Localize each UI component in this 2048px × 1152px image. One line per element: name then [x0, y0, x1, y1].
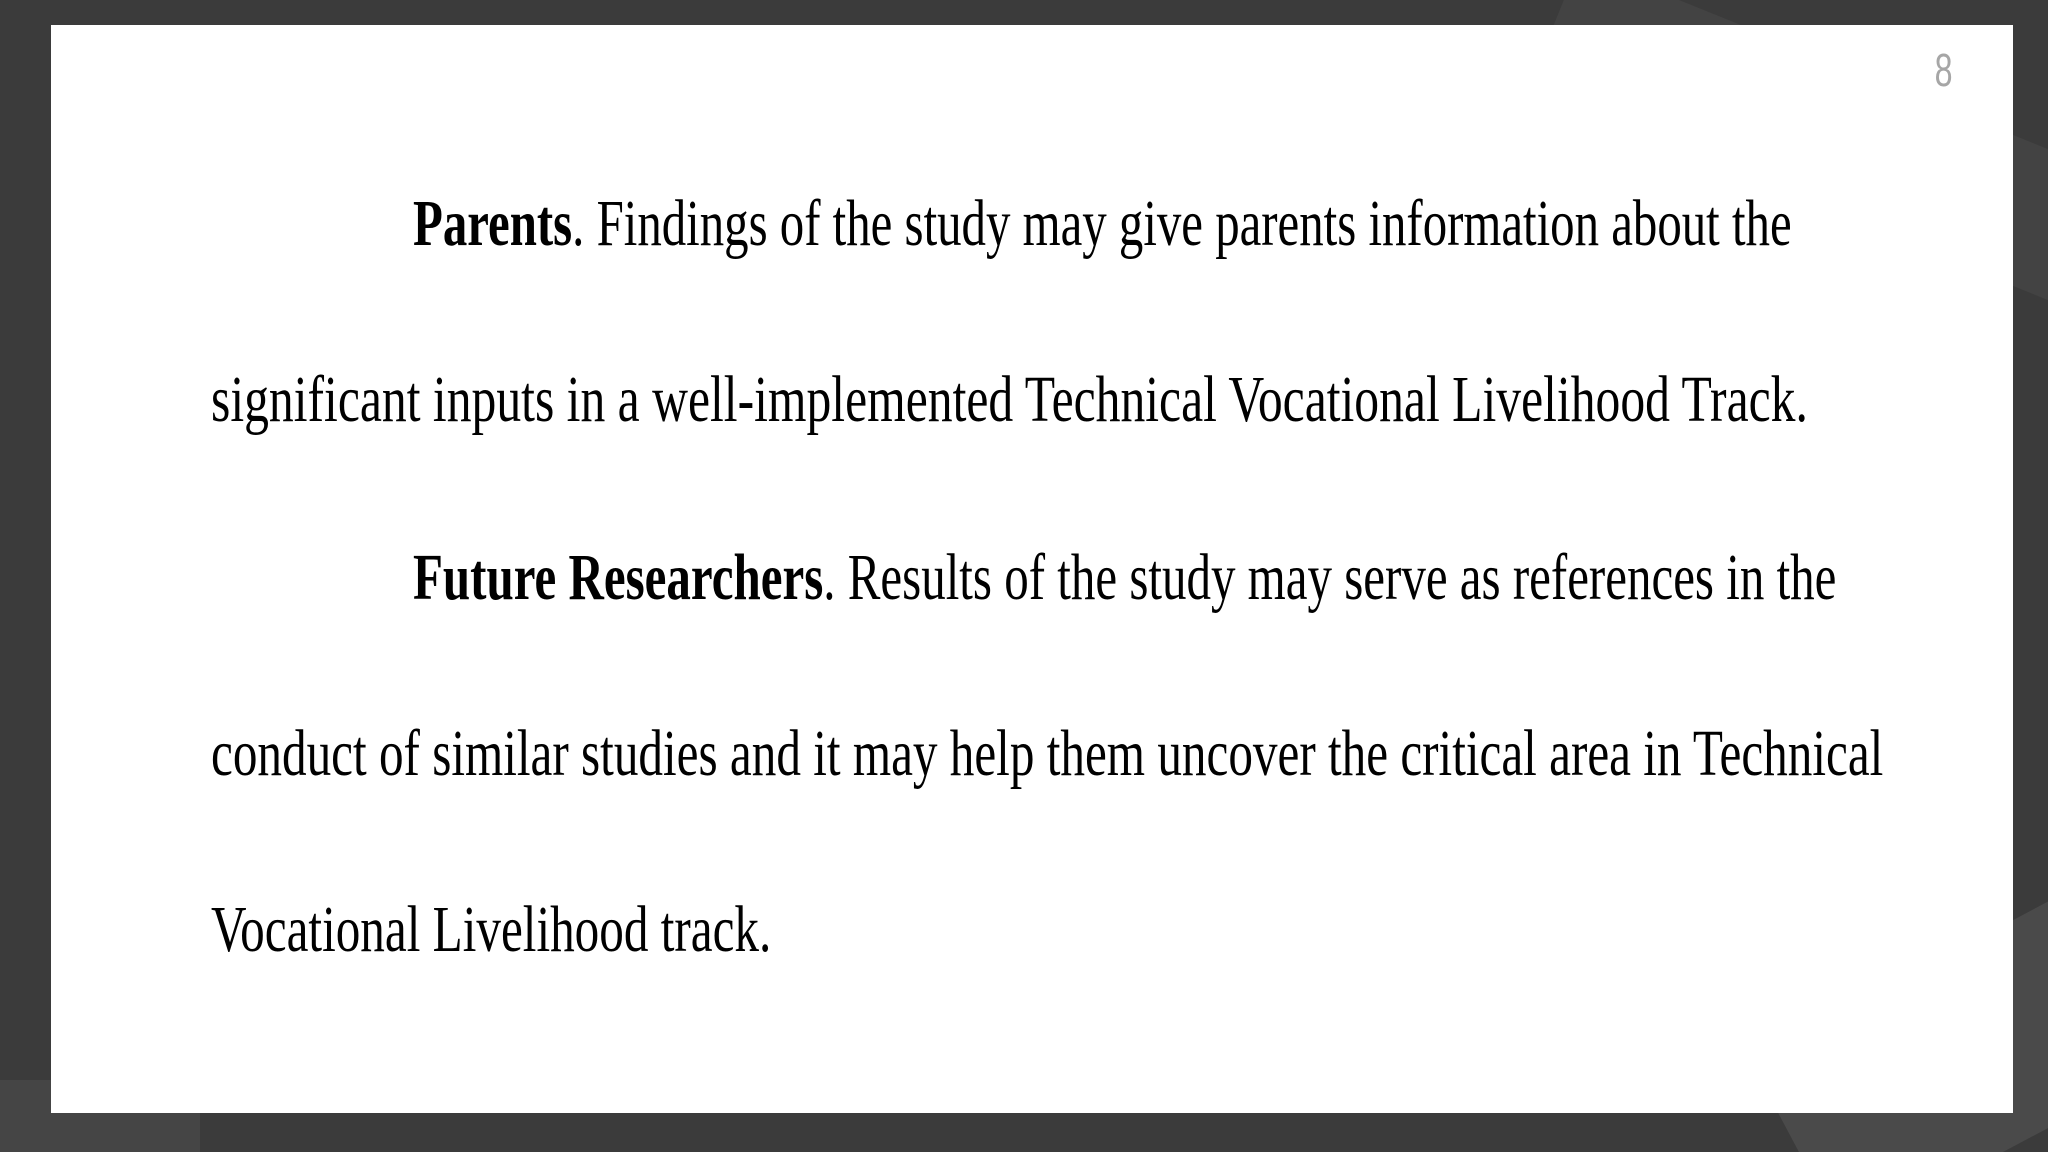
document-page [51, 25, 2013, 1113]
paragraph-future-researchers-line-1 [413, 541, 1837, 614]
page-number: 8 [1935, 44, 1953, 96]
paragraph-text: . Results of the study may serve as references in the [823, 541, 1837, 614]
paragraph-parents-line-1 [413, 187, 1792, 260]
paragraph-future-researchers-line-3: Vocational Livelihood track. [211, 893, 772, 966]
paragraph-parents-line-2: significant inputs in a well-implemented Technical Vocational Livelihood Track. [211, 363, 1808, 436]
paragraph-future-researchers-line-2: conduct of similar studies and it may help them uncover the critical area in Technical [211, 717, 1884, 790]
paragraph-heading: Future Researchers [413, 541, 824, 614]
paragraph-text: . Findings of the study may give parents information about the [572, 187, 1792, 260]
paragraph-heading: Parents [413, 187, 573, 260]
